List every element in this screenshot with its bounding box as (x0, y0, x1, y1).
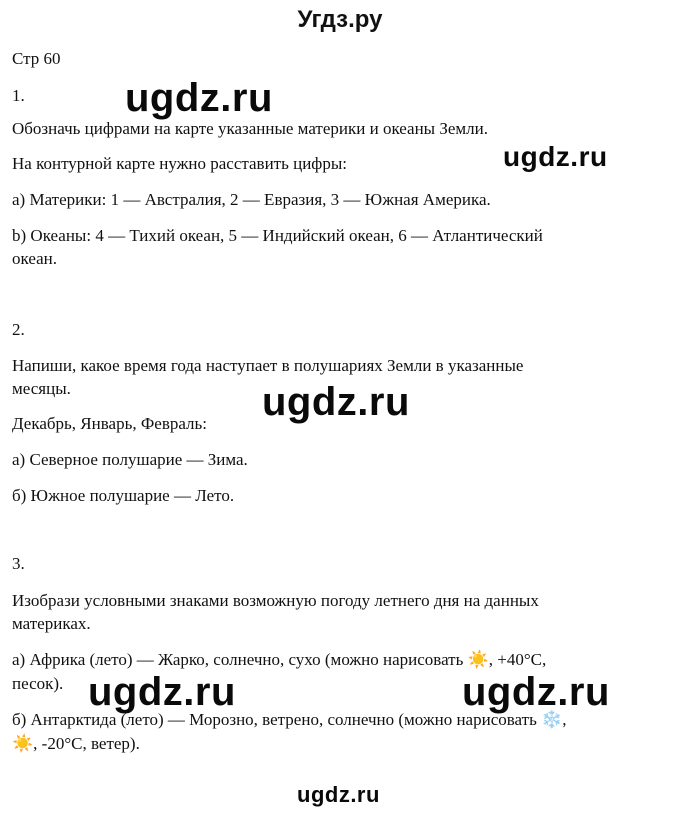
task-3-prompt: Изобрази условными знаками возможную погоду летнего дня на данных (12, 591, 539, 610)
task-3-prompt-cont: материках. (12, 614, 91, 633)
task-1-answer-continents: a) Материки: 1 — Австралия, 2 — Евразия, 3 — Южная Америка. (12, 190, 491, 209)
watermark: ugdz.ru (125, 76, 273, 120)
task-2-months: Декабрь, Январь, Февраль: (12, 414, 207, 433)
task-3-answer-africa-cont: песок). (12, 674, 64, 693)
page-reference: Стр 60 (12, 49, 61, 68)
task-2-prompt-cont: месяцы. (12, 379, 71, 398)
task-3-answer-antarctica-cont: ☀️, -20°C, ветер). (12, 734, 140, 753)
task-1-answer-oceans-cont: океан. (12, 249, 57, 268)
task-3-answer-antarctica: б) Антарктида (лето) — Морозно, ветрено, солнечно (можно нарисовать ❄️, (12, 710, 567, 729)
watermark: ugdz.ru (88, 670, 236, 714)
task-2-prompt: Напиши, какое время года наступает в полушариях Земли в указанные (12, 356, 524, 375)
task-3-answer-africa: а) Африка (лето) — Жарко, солнечно, сухо (можно нарисовать ☀️, +40°C, (12, 650, 547, 669)
task-3-number: 3. (12, 554, 25, 573)
task-1-number: 1. (12, 86, 25, 105)
watermark: ugdz.ru (462, 670, 610, 714)
task-2-answer-north: а) Северное полушарие — Зима. (12, 450, 248, 469)
task-2-answer-south: б) Южное полушарие — Лето. (12, 486, 235, 505)
site-title: Угдз.ру (297, 6, 383, 33)
watermark: ugdz.ru (503, 141, 608, 172)
task-2-number: 2. (12, 320, 25, 339)
watermark: ugdz.ru (297, 782, 380, 807)
task-1-answer-oceans: b) Океаны: 4 — Тихий океан, 5 — Индийский океан, 6 — Атлантический (12, 226, 543, 245)
task-1-instruction: На контурной карте нужно расставить цифры: (12, 154, 347, 173)
task-1-prompt: Обозначь цифрами на карте указанные материки и океаны Земли. (12, 119, 489, 138)
watermark: ugdz.ru (262, 380, 410, 424)
